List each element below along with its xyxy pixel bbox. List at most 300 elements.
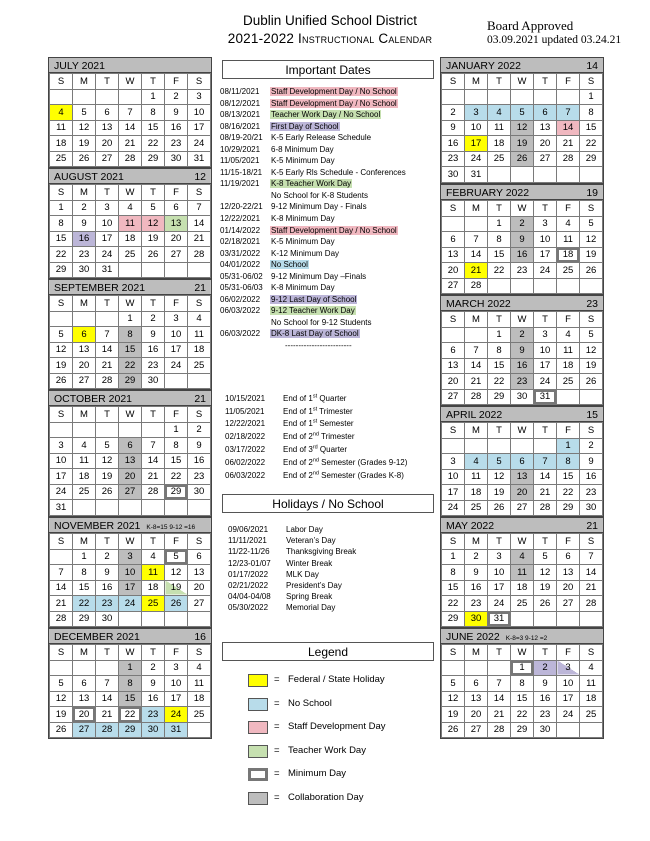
calendar-day — [165, 611, 188, 627]
calendar-day: 3 — [465, 105, 488, 121]
calendar-day: 18 — [488, 136, 511, 152]
important-date-row — [220, 167, 440, 179]
holiday-name: Veteran’s Day — [286, 536, 336, 546]
calendar-day: 6 — [96, 105, 119, 121]
important-date: 05/31-06/02 — [220, 271, 263, 281]
weekday-header: S — [188, 645, 211, 661]
calendar-day: 27 — [511, 500, 534, 516]
calendar-day: 22 — [119, 358, 142, 374]
legend-swatch — [248, 721, 268, 734]
weekday-header: W — [119, 407, 142, 423]
calendar-day: 7 — [488, 676, 511, 692]
calendar-day: 13 — [442, 247, 465, 263]
calendar-day — [50, 660, 73, 676]
calendar-day: 17 — [465, 136, 488, 152]
important-date-row — [220, 121, 440, 133]
calendar-day: 22 — [165, 469, 188, 485]
calendar-day — [119, 89, 142, 105]
calendar-day: 1 — [165, 422, 188, 438]
calendar-day: 8 — [580, 105, 603, 121]
weekday-header: F — [557, 312, 580, 328]
important-date-row — [220, 236, 440, 248]
calendar-day — [188, 611, 211, 627]
important-date-description: K-12 Minimum Day — [271, 248, 340, 258]
instructional-day-count: 19 — [586, 187, 598, 199]
calendar-day: 22 — [142, 136, 165, 152]
important-date: 11/05/2021 — [220, 156, 260, 166]
calendar-day — [534, 438, 557, 454]
term-date: 03/17/2022 — [225, 445, 266, 455]
holiday-date: 04/04-04/08 — [228, 592, 271, 602]
calendar-day: 12 — [96, 453, 119, 469]
term-description: End of 2nd Semester (Grades K-8) — [283, 470, 404, 480]
calendar-day: 15 — [488, 247, 511, 263]
calendar-day: 8 — [488, 343, 511, 359]
weekday-header: M — [73, 74, 96, 90]
legend-item — [248, 721, 438, 737]
calendar-day — [442, 216, 465, 232]
weekday-header: W — [119, 534, 142, 550]
holiday-row — [228, 546, 438, 557]
calendar-day: 11 — [188, 676, 211, 692]
weekday-header: T — [488, 312, 511, 328]
calendar-day: 6 — [557, 549, 580, 565]
calendar-day: 5 — [50, 327, 73, 343]
calendar-day: 20 — [73, 358, 96, 374]
calendar-day: 4 — [580, 660, 603, 676]
calendar-day: 16 — [73, 231, 96, 247]
weekday-header: T — [488, 645, 511, 661]
important-date-row — [220, 178, 440, 190]
calendar-day: 12 — [580, 343, 603, 359]
calendar-day: 10 — [488, 565, 511, 581]
calendar-day: 24 — [188, 136, 211, 152]
calendar-day — [188, 262, 211, 278]
important-date-row — [220, 282, 440, 294]
weekday-header: T — [534, 645, 557, 661]
calendar-day: 19 — [142, 231, 165, 247]
important-date: 08/12/2021 — [220, 98, 261, 108]
legend-equals: = — [274, 791, 280, 803]
calendar-day: 14 — [534, 469, 557, 485]
calendar-day: 11 — [557, 343, 580, 359]
calendar-day: 27 — [96, 151, 119, 167]
month-name: MARCH 2022 — [446, 298, 511, 310]
calendar-day: 13 — [165, 216, 188, 232]
calendar-day: 26 — [73, 151, 96, 167]
holiday-name: Memorial Day — [286, 603, 336, 613]
legend-label: Federal / State Holiday — [288, 674, 385, 685]
weekday-header: W — [511, 534, 534, 550]
term-date-row — [225, 404, 435, 417]
month-name: SEPTEMBER 2021 — [54, 282, 146, 294]
calendar-day: 16 — [142, 691, 165, 707]
calendar-day: 6 — [73, 676, 96, 692]
weekday-header: T — [534, 534, 557, 550]
weekday-header: S — [442, 201, 465, 217]
calendar-day: 28 — [465, 389, 488, 405]
calendar-day: 15 — [580, 120, 603, 136]
calendar-day: 1 — [119, 660, 142, 676]
calendar-day: 2 — [188, 422, 211, 438]
important-date-description: K-8 Minimum Day — [271, 283, 335, 293]
calendar-day — [188, 722, 211, 738]
calendar-day: 7 — [96, 676, 119, 692]
holiday-row — [228, 580, 438, 591]
calendar-day: 11 — [465, 469, 488, 485]
important-date-row — [220, 86, 440, 98]
legend-item — [248, 674, 438, 690]
legend-label: Minimum Day — [288, 768, 347, 779]
calendar-day: 5 — [142, 200, 165, 216]
calendar-day — [580, 167, 603, 183]
calendar-day: 6 — [534, 105, 557, 121]
calendar-day: 29 — [119, 373, 142, 389]
term-description: End of 1st Semester — [283, 418, 354, 429]
important-date-description: Teacher Work Day / No School — [271, 110, 381, 120]
calendar-day: 19 — [50, 707, 73, 723]
calendar-day: 7 — [465, 232, 488, 248]
calendar-day: 28 — [142, 484, 165, 500]
calendar-day: 30 — [511, 389, 534, 405]
month-name: JANUARY 2022 — [446, 60, 521, 72]
holiday-date: 09/06/2021 — [228, 525, 269, 534]
weekday-header: S — [50, 407, 73, 423]
calendar-day: 31 — [188, 151, 211, 167]
weekday-header: F — [165, 185, 188, 201]
important-date-row — [220, 144, 440, 156]
month-header — [49, 390, 211, 406]
calendar-day: 31 — [50, 500, 73, 516]
calendar-day: 7 — [580, 549, 603, 565]
term-date-row — [225, 430, 435, 443]
calendar-day: 21 — [488, 707, 511, 723]
month-header — [49, 168, 211, 184]
calendar-day: 26 — [442, 722, 465, 738]
approval-label: Board Approved — [487, 18, 574, 33]
month-header — [441, 184, 603, 200]
calendar-day: 28 — [188, 247, 211, 263]
calendar-day: 26 — [488, 500, 511, 516]
calendar-day: 14 — [50, 580, 73, 596]
weekday-header: W — [119, 185, 142, 201]
important-date-row — [220, 317, 440, 329]
calendar-day: 1 — [442, 549, 465, 565]
calendar-day: 30 — [442, 167, 465, 183]
calendar-day: 20 — [557, 580, 580, 596]
calendar-day: 3 — [119, 549, 142, 565]
month-name: DECEMBER 2021 — [54, 631, 140, 643]
calendar-day: 4 — [465, 454, 488, 470]
calendar-title: 2021-2022 Instructional Calendar — [227, 31, 433, 46]
calendar-day: 12 — [165, 565, 188, 581]
calendar-day: 17 — [119, 580, 142, 596]
calendar-day: 14 — [580, 565, 603, 581]
calendar-day: 14 — [96, 691, 119, 707]
calendar-month — [48, 279, 212, 390]
calendar-day — [119, 262, 142, 278]
calendar-day: 1 — [119, 311, 142, 327]
calendar-day: 26 — [580, 263, 603, 279]
calendar-day — [488, 167, 511, 183]
important-date-description: Staff Development Day / No School — [271, 87, 397, 96]
calendar-day: 12 — [442, 691, 465, 707]
instructional-day-count: 15 — [586, 409, 598, 421]
legend-swatch — [248, 768, 268, 781]
legend-item — [248, 792, 438, 808]
important-date: 05/31-06/03 — [220, 283, 263, 293]
weekday-header: T — [488, 201, 511, 217]
calendar-day: 29 — [50, 262, 73, 278]
legend-equals: = — [274, 697, 280, 709]
holiday-row — [228, 558, 438, 569]
calendar-day: 17 — [188, 120, 211, 136]
month-header — [49, 279, 211, 295]
important-date-description: ------------------------- — [285, 341, 352, 351]
calendar-day: 29 — [442, 611, 465, 627]
calendar-day — [488, 660, 511, 676]
weekday-header: M — [465, 423, 488, 439]
calendar-day: 28 — [580, 596, 603, 612]
instructional-days-split: K-8=3 9-12 =2 — [505, 635, 548, 642]
holiday-name: Spring Break — [286, 592, 333, 602]
weekday-header: T — [534, 423, 557, 439]
month-header — [49, 628, 211, 644]
calendar-month — [48, 628, 212, 739]
calendar-day: 9 — [534, 676, 557, 692]
important-date-description: 9-12 Minimum Day - Finals — [271, 202, 367, 212]
calendar-day: 13 — [73, 691, 96, 707]
weekday-header: S — [442, 312, 465, 328]
calendar-day: 7 — [142, 438, 165, 454]
approval-date: 03.09.2021 updated 03.24.21 — [487, 34, 622, 46]
calendar-day: 23 — [465, 596, 488, 612]
calendar-day: 14 — [96, 342, 119, 358]
calendar-day: 2 — [73, 200, 96, 216]
weekday-header: S — [50, 534, 73, 550]
legend-title: Legend — [222, 642, 434, 661]
calendar-day: 11 — [511, 565, 534, 581]
important-date-row — [220, 271, 440, 283]
important-date: 03/31/2022 — [220, 248, 261, 258]
calendar-day: 18 — [50, 136, 73, 152]
calendar-day: 8 — [50, 216, 73, 232]
weekday-header: F — [165, 74, 188, 90]
calendar-day: 27 — [165, 247, 188, 263]
calendar-day: 8 — [488, 232, 511, 248]
important-date-description: 6-8 Minimum Day — [271, 144, 334, 154]
calendar-day: 13 — [511, 469, 534, 485]
calendar-day: 4 — [188, 660, 211, 676]
calendar-day: 29 — [557, 500, 580, 516]
weekday-header: F — [165, 407, 188, 423]
legend-item — [248, 768, 438, 784]
calendar-day: 9 — [511, 232, 534, 248]
calendar-day: 12 — [142, 216, 165, 232]
calendar-day: 5 — [488, 454, 511, 470]
calendar-day: 30 — [142, 373, 165, 389]
calendar-day — [119, 422, 142, 438]
important-date-row — [220, 98, 440, 110]
important-date-description: 9-12 Teacher Work Day — [271, 306, 355, 316]
calendar-day: 24 — [96, 247, 119, 263]
weekday-header: T — [142, 296, 165, 312]
calendar-day: 16 — [534, 691, 557, 707]
calendar-day: 26 — [534, 596, 557, 612]
calendar-day — [557, 611, 580, 627]
calendar-day: 28 — [465, 278, 488, 294]
calendar-day: 13 — [465, 691, 488, 707]
legend-label: No School — [288, 697, 332, 709]
important-date-row — [220, 305, 440, 317]
holiday-name: Labor Day — [286, 525, 323, 534]
calendar-day — [580, 389, 603, 405]
calendar-day: 15 — [50, 231, 73, 247]
weekday-header: T — [488, 534, 511, 550]
calendar-day: 9 — [142, 327, 165, 343]
calendar-day — [557, 89, 580, 105]
calendar-day: 17 — [442, 485, 465, 501]
calendar-day: 13 — [442, 358, 465, 374]
calendar-day: 5 — [96, 438, 119, 454]
calendar-day: 18 — [580, 691, 603, 707]
board-approval — [487, 18, 621, 48]
calendar-day — [96, 660, 119, 676]
weekday-header: S — [188, 534, 211, 550]
calendar-month — [440, 57, 604, 184]
calendar-day: 21 — [50, 596, 73, 612]
calendar-day — [119, 500, 142, 516]
calendar-day: 16 — [442, 136, 465, 152]
calendar-day: 22 — [442, 596, 465, 612]
calendar-day: 31 — [165, 722, 188, 738]
important-date: 06/02/2022 — [220, 294, 261, 304]
calendar-day: 18 — [142, 580, 165, 596]
calendar-day: 30 — [465, 611, 488, 627]
term-date: 11/05/2021 — [225, 406, 265, 416]
weekday-header: W — [511, 423, 534, 439]
calendar-day: 1 — [50, 200, 73, 216]
calendar-day — [511, 438, 534, 454]
calendar-day — [73, 422, 96, 438]
calendar-day: 20 — [96, 136, 119, 152]
calendar-day: 29 — [165, 484, 188, 500]
calendar-day: 25 — [557, 263, 580, 279]
calendar-day: 21 — [96, 358, 119, 374]
holiday-row — [228, 569, 438, 580]
calendar-day: 27 — [442, 278, 465, 294]
important-date-row — [220, 213, 440, 225]
weekday-header: T — [534, 74, 557, 90]
calendar-day: 26 — [165, 596, 188, 612]
calendar-day: 20 — [73, 707, 96, 723]
holiday-date: 12/23-01/07 — [228, 558, 271, 568]
calendar-day — [442, 89, 465, 105]
term-date: 10/15/2021 — [225, 393, 266, 403]
calendar-day: 7 — [50, 565, 73, 581]
calendar-day: 26 — [50, 373, 73, 389]
calendar-month — [440, 184, 604, 295]
calendar-day — [511, 167, 534, 183]
legend-label: Staff Development Day — [288, 721, 386, 732]
calendar-day: 24 — [465, 151, 488, 167]
calendar-day: 4 — [557, 216, 580, 232]
calendar-day: 18 — [557, 358, 580, 374]
calendar-day: 29 — [511, 722, 534, 738]
calendar-day: 6 — [442, 232, 465, 248]
calendar-day: 28 — [50, 611, 73, 627]
calendar-day: 3 — [165, 660, 188, 676]
calendar-day: 8 — [165, 438, 188, 454]
calendar-day: 22 — [119, 707, 142, 723]
weekday-header: M — [465, 201, 488, 217]
important-date-description: No School for 9-12 Students — [271, 317, 372, 327]
calendar-day: 17 — [165, 691, 188, 707]
term-description: End of 1st Trimester — [283, 405, 353, 416]
weekday-header: S — [580, 534, 603, 550]
calendar-day: 5 — [534, 549, 557, 565]
calendar-day: 20 — [534, 136, 557, 152]
calendar-day: 23 — [165, 136, 188, 152]
term-description: End of 3rd Quarter — [283, 444, 348, 455]
calendar-day: 25 — [142, 596, 165, 612]
legend-equals: = — [274, 721, 280, 732]
calendar-day: 25 — [580, 707, 603, 723]
calendar-day: 31 — [96, 262, 119, 278]
important-date-row — [220, 259, 440, 271]
calendar-day — [534, 611, 557, 627]
weekday-header: S — [188, 407, 211, 423]
calendar-day: 26 — [580, 374, 603, 390]
calendar-day: 2 — [142, 311, 165, 327]
calendar-day: 19 — [488, 485, 511, 501]
weekday-header: S — [442, 534, 465, 550]
calendar-day: 23 — [442, 151, 465, 167]
calendar-day: 24 — [557, 707, 580, 723]
legend-swatch — [248, 792, 268, 805]
calendar-day: 23 — [511, 374, 534, 390]
term-description: End of 1st Quarter — [283, 393, 347, 403]
calendar-day — [96, 311, 119, 327]
calendar-day — [50, 311, 73, 327]
month-header — [441, 517, 603, 533]
calendar-day — [465, 89, 488, 105]
calendar-day: 12 — [50, 691, 73, 707]
calendar-day: 12 — [534, 565, 557, 581]
month-name: AUGUST 2021 — [54, 171, 124, 183]
calendar-day: 25 — [488, 151, 511, 167]
important-date-description: DK-8 Last Day of School — [271, 329, 359, 339]
calendar-day: 12 — [73, 120, 96, 136]
weekday-header: T — [96, 645, 119, 661]
calendar-day: 11 — [557, 232, 580, 248]
holiday-row — [228, 602, 438, 613]
calendar-day: 4 — [557, 327, 580, 343]
calendar-day: 14 — [465, 247, 488, 263]
calendar-day: 3 — [188, 89, 211, 105]
calendar-day: 28 — [557, 151, 580, 167]
weekday-header: M — [73, 645, 96, 661]
calendar-day: 4 — [488, 105, 511, 121]
legend-label: Teacher Work Day — [288, 744, 366, 756]
calendar-day: 8 — [442, 565, 465, 581]
month-name: JULY 2021 — [54, 60, 105, 72]
calendar-day: 12 — [50, 342, 73, 358]
weekday-header: T — [142, 645, 165, 661]
calendar-day: 2 — [142, 660, 165, 676]
weekday-header: M — [465, 74, 488, 90]
important-date-row — [220, 109, 440, 121]
